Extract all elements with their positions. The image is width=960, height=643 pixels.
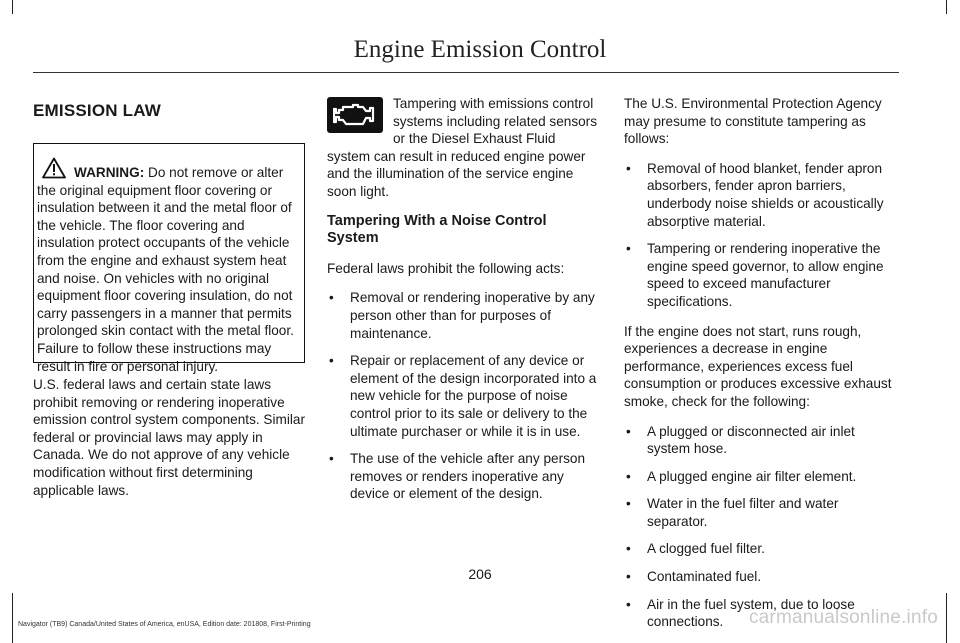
epa-intro: The U.S. Environmental Protection Agency may presume to constitute tampering as follows: (624, 96, 882, 147)
prohibited-acts-list (327, 289, 602, 503)
check-list (624, 423, 898, 631)
list-item: • Repair or replacement of any device or element of the design incorporated into a new vehicle for the purpose of noise control prior to its sale or delivery to the ultimate purchaser or while it is in use. (327, 352, 602, 440)
warning-box (33, 143, 305, 374)
list-item: • A plugged engine air filter element. (624, 468, 898, 486)
page-header-title: Engine Emission Control (353, 36, 607, 63)
crop-mark (12, 0, 13, 14)
tampering-list (624, 160, 898, 311)
warning-label: WARNING: (74, 165, 145, 180)
list-item: • A plugged or disconnected air inlet system hose. (624, 423, 898, 458)
left-column (33, 95, 305, 511)
edition-footer: Navigator (TB9) Canada/United States of America, enUSA, Edition date: 201808, First-Printing (18, 621, 311, 628)
warning-triangle-icon (42, 157, 66, 179)
crop-mark (946, 0, 947, 14)
list-item: • Contaminated fuel. (624, 568, 898, 586)
page-number: 206 (468, 566, 492, 582)
engine-warning-icon (327, 97, 383, 133)
list-item: • Removal or rendering inoperative by any person other than for purposes of maintenance. (327, 289, 602, 342)
list-item: • Tampering or rendering inoperative the engine speed governor, to allow engine speed to exceed manufacturer specifications. (624, 240, 898, 310)
list-item: • Air in the fuel system, due to loose connections. (624, 596, 898, 631)
tampering-intro: Tampering with emissions control systems including related sensors or the Diesel Exhaust Fluid system can result in reduced engine power and the illumination of the service engine soon light. (327, 96, 597, 199)
right-column (624, 95, 898, 643)
federal-laws-lead: Federal laws prohibit the following acts: (327, 260, 565, 276)
crop-mark (946, 593, 947, 643)
list-item: • Water in the fuel filter and water separator. (624, 495, 898, 530)
warning-text: Do not remove or alter the original equipment floor covering or insulation between it and the metal floor of the vehicle. The floor covering and insulation protect occupants of the vehicle from the engine and exhaust system heat and noise. On vehicles with no original equipment floor covering insulation, do not carry passengers in a manner that permits prolonged skin contact with the metal floor. Failure to follow these instructions may result in fire or personal injury. (37, 165, 294, 374)
list-item: • A clogged fuel filter. (624, 540, 898, 558)
subsection-title: Tampering With a Noise Control System (327, 212, 547, 247)
engine-check-intro: If the engine does not start, runs rough, experiences a decrease in engine performance, experiences excess fuel consumption or produces excessive exhaust smoke, check for the following: (624, 323, 892, 409)
emission-law-paragraph: U.S. federal laws and certain state laws prohibit removing or rendering inoperative emission control system components. Similar federal or provincial laws may apply in Canada. We do not approve of any vehicle modification without first determining applicable laws. (33, 377, 305, 498)
watermark-brand: carmanualsonline.info (748, 607, 938, 628)
middle-column (327, 95, 602, 515)
crop-mark (12, 593, 13, 643)
list-item: • The use of the vehicle after any person removes or renders inoperative any device or element of the design. (327, 450, 602, 503)
section-title: EMISSION LAW (33, 101, 162, 120)
header-divider (33, 72, 899, 73)
list-item: • Removal of hood blanket, fender apron absorbers, fender apron barriers, underbody noise shields or acoustically absorptive material. (624, 160, 898, 230)
